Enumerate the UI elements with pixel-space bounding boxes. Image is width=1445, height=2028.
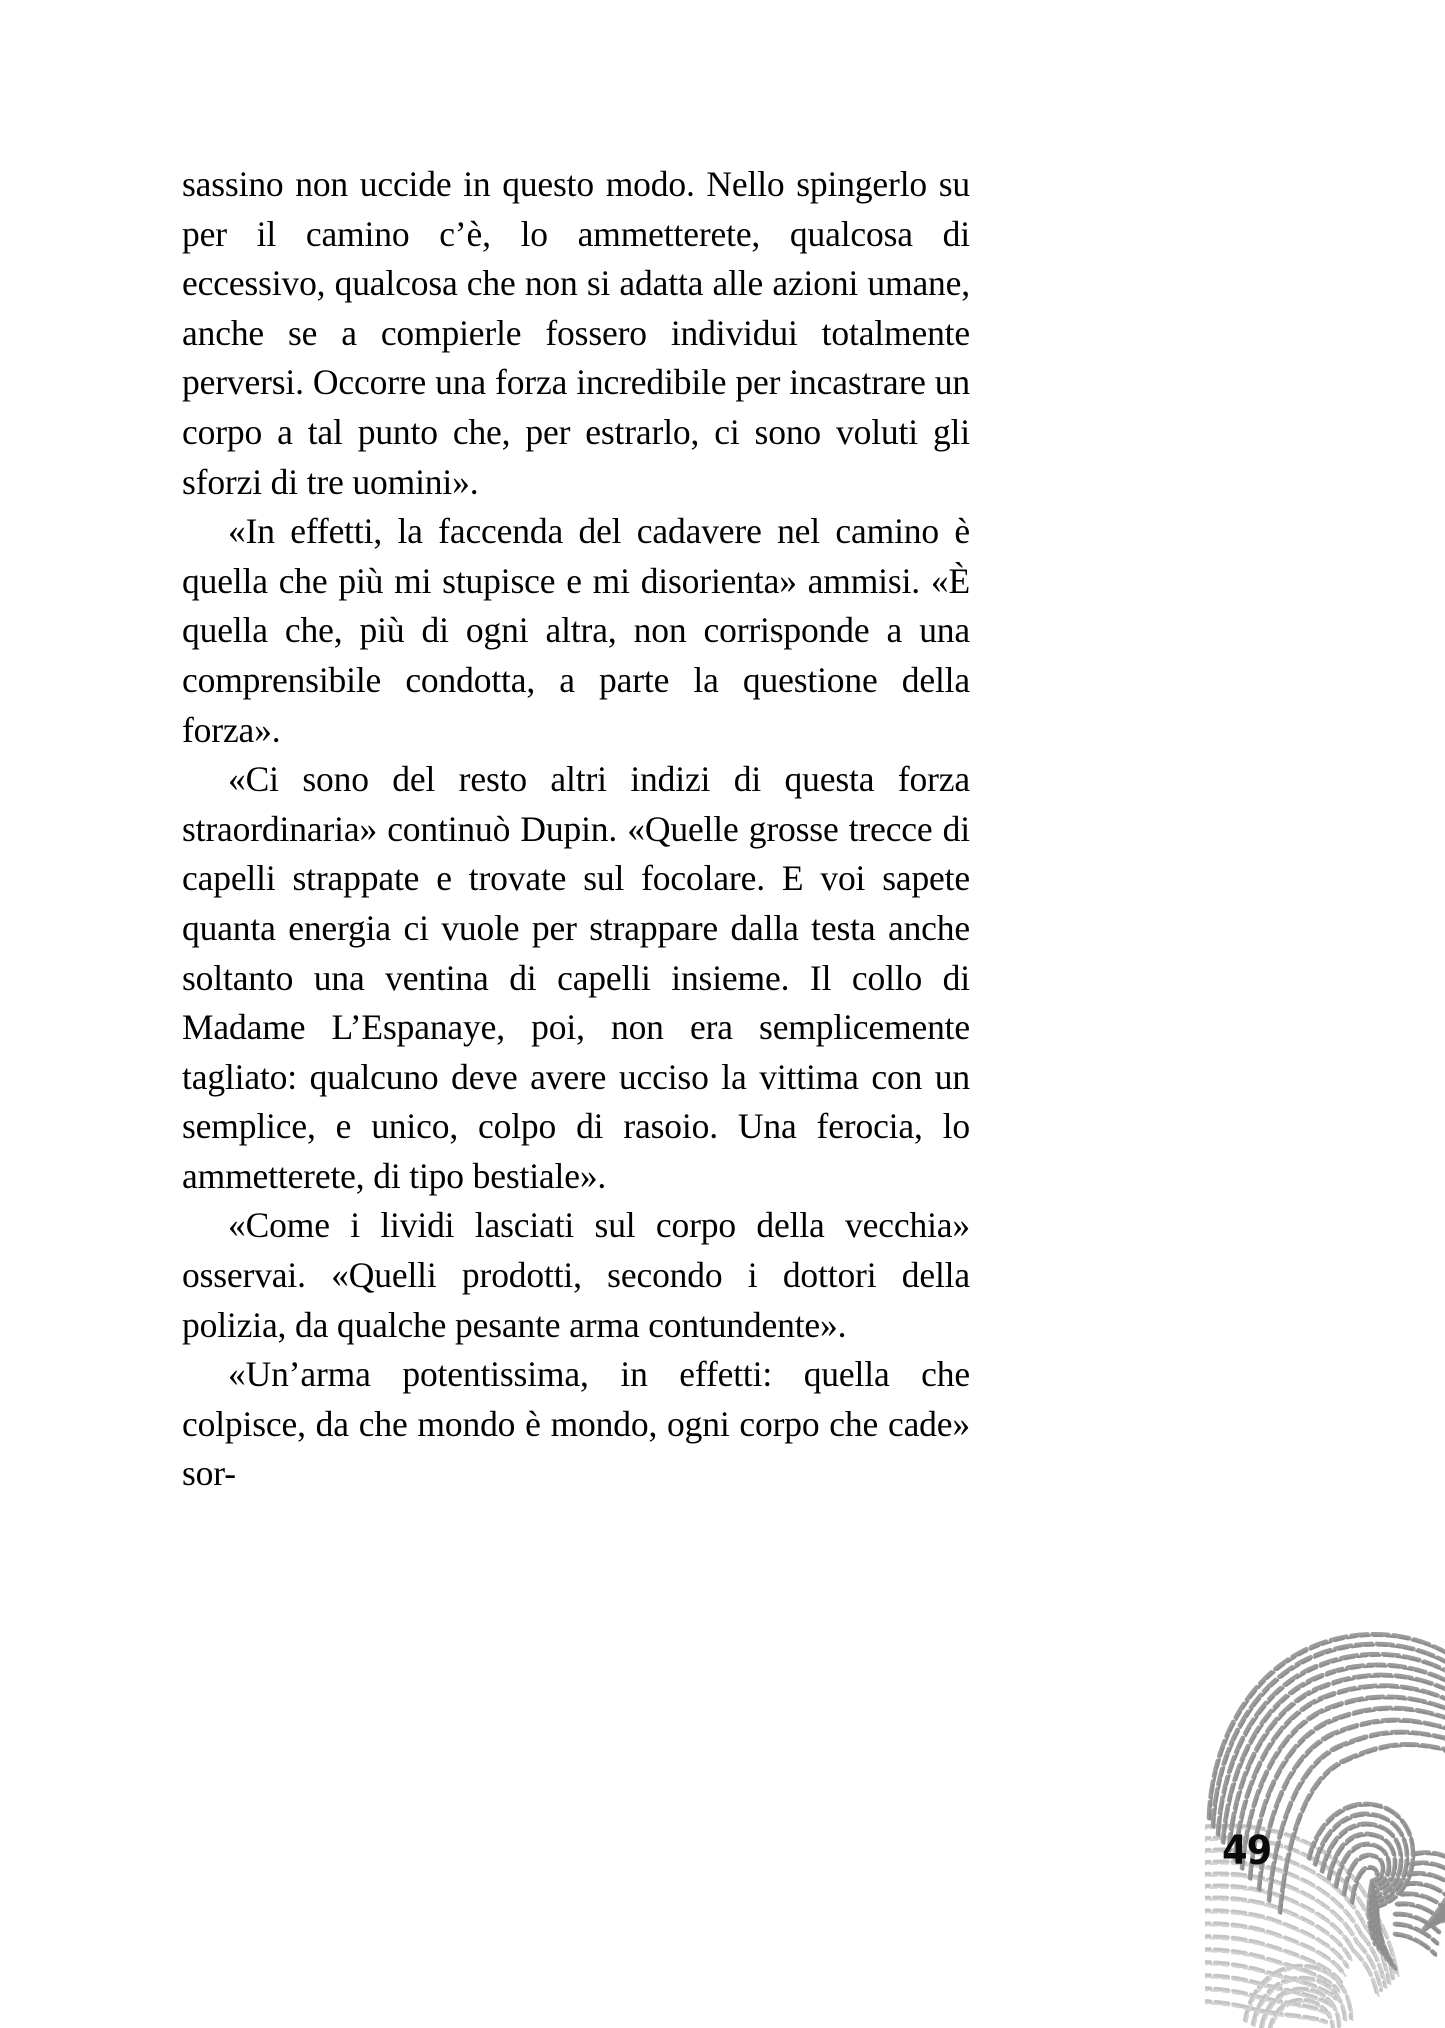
page-number: 49	[1222, 1828, 1272, 1874]
paragraph: «Come i lividi lasciati sul corpo della vecchia» osservai. «Quelli prodotti, secondo i dottori della polizia, da qualche pesante arma contundente».	[182, 1205, 970, 1345]
paragraph: «In effetti, la faccenda del cadavere nel camino è quella che più mi stupisce e mi disorienta» ammisi. «È quella che, più di ogni altra, non corrisponde a una comprensibile condotta, a parte la questione della forza».	[182, 511, 970, 750]
paragraph: «Ci sono del resto altri indizi di questa forza straordinaria» continuò Dupin. «Quelle grosse trecce di capelli strappate e trovate sul focolare. E voi sapete quanta energia ci vuole per strappare dalla testa anche soltanto una ventina di capelli insieme. Il collo di Madame L’Espanaye, poi, non era semplicemente tagliato: qualcuno deve avere ucciso la vittima con un semplice, e unico, colpo di rasoio. Una ferocia, lo ammetterete, di tipo bestiale».	[182, 759, 970, 1196]
paragraph-continues: «Un’arma potentissima, in effetti: quella che colpisce, da che mondo è mondo, ogni corpo che cade» sor-	[182, 1354, 970, 1494]
paragraph-continued: sassino non uccide in questo modo. Nello spingerlo su per il camino c’è, lo ammetterete, qualcosa di eccessivo, qualcosa che non si adatta alle azioni umane, anche se a compierle fossero individui totalmente perversi. Occorre una forza incredibile per incastrare un corpo a tal punto che, per estrarlo, ci sono voluti gli sforzi di tre uomini».	[182, 164, 970, 502]
body-text-column	[182, 160, 970, 1499]
